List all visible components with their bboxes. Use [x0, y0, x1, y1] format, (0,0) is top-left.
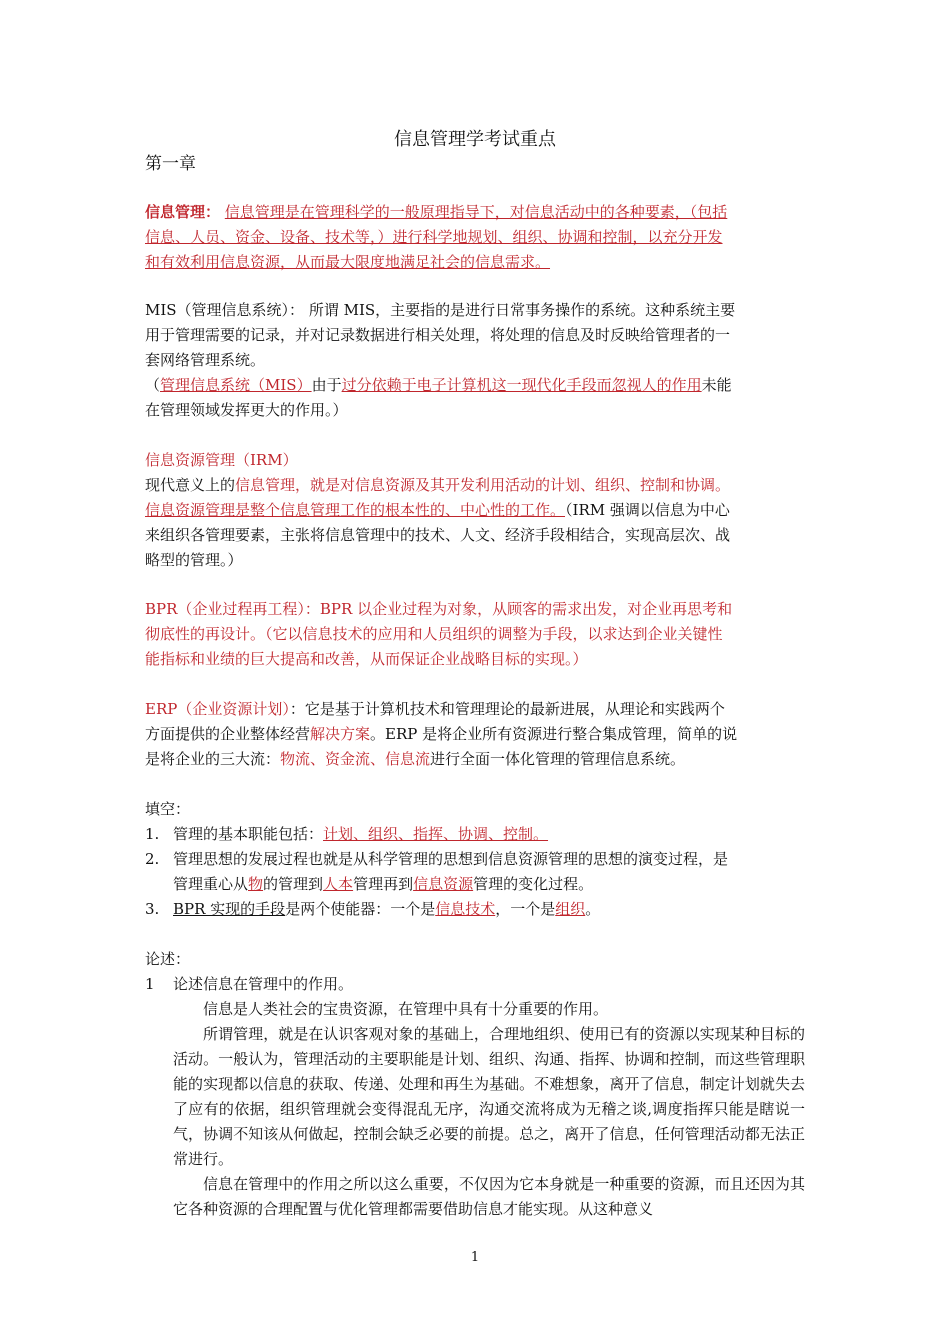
essay-section: 论述： 1 论述信息在管理中的作用。 信息是人类社会的宝贵资源，在管理中具有十分重要的作用。 所谓管理，就是在认识客观对象的基础上，合理地组织、使用已有的资源以实现某种目标的活动。一般认为，管理活动的主要职能是计划、组织、沟通、指挥、协调和控制，而这些管理职能的实现都以信息的获取、传递、处理和再生为基础。不难想象，离开了信息，制定计划就失去了应有的依据，组织管理就会变得混乱无序，沟通交流将成为无稽之谈,调度指挥只能是瞎说一气，协调不知该从何做起，控制会缺乏必要的前提。总之，离开了信息，任何管理活动都无法正常进行。 信息在管理中的作用之所以这么重要，不仅因为它本身就是一种重要的资源，而且还因为其它各种资源的合理配置与优化管理都需要借助信息才能实现。从这种意义 — [145, 947, 805, 1222]
fill-blank-section: 填空： 1. 管理的基本职能包括：计划、组织、指挥、协调、控制。 2. 管理思想的发展过程也就是从科学管理的思想到信息资源管理的思想的演变过程，是 管理重心从物的管理到人本管理再到信息资源管理的变化过程。 3. BPR 实现的手段是两个使能器：一个是信息技术，一个是组织。 — [145, 797, 805, 922]
irm-heading: 信息资源管理（IRM） — [145, 451, 298, 469]
irm-section: 信息资源管理（IRM） 现代意义上的信息管理，就是对信息资源及其开发利用活动的计划、组织、控制和协调。 信息资源管理是整个信息管理工作的根本性的、中心性的工作。（IRM 强调以信息为中心 来组织各管理要素，主张将信息管理中的技术、人文、经济手段相结合，实现高层次、战 略型的管理。） — [145, 448, 805, 573]
fill-item-1: 1. 管理的基本职能包括：计划、组织、指挥、协调、控制。 — [145, 825, 549, 843]
page-number: 1 — [470, 1250, 480, 1265]
fill-item-2: 2. 管理思想的发展过程也就是从科学管理的思想到信息资源管理的思想的演变过程，是 — [145, 850, 729, 868]
fill-heading: 填空： — [145, 800, 191, 818]
erp-section: ERP（企业资源计划）：它是基于计算机技术和管理理论的最新进展，从理论和实践两个 方面提供的企业整体经营解决方案。ERP 是将企业所有资源进行整合集成管理，简单的说 是将企业的三大流：物流、资金流、信息流进行全面一体化管理的管理信息系统。 — [145, 700, 738, 768]
fill-item-3: 3. BPR 实现的手段是两个使能器：一个是信息技术，一个是组织。 — [145, 900, 601, 918]
essay-heading: 论述： — [145, 950, 191, 968]
chapter-heading: 第一章 — [145, 154, 196, 174]
essay-question-1: 1 论述信息在管理中的作用。 — [145, 975, 354, 993]
im-label: 信息管理： — [145, 203, 221, 221]
mis-section: MIS（管理信息系统）： 所谓 MIS，主要指的是进行日常事务操作的系统。这种系统主要 用于管理需要的记录，并对记录数据进行相关处理，将处理的信息及时反映给管理者的一 套网络管理系统。 （管理信息系统（MIS）由于过分依赖于电子计算机这一现代化手段而忽视人的作用未能 在管理领域发挥更大的作用。） — [145, 301, 736, 419]
page-title: 信息管理学考试重点 — [394, 129, 556, 150]
im-definition: 信息管理： 信息管理是在管理科学的一般原理指导下，对信息活动中的各种要素，（包括 信息、人员、资金、设备、技术等，）进行科学地规划、组织、协调和控制，以充分开发 和有效利用信息资源，从而最大限度地满足社会的信息需求。 — [145, 203, 728, 271]
bpr-section: BPR（企业过程再工程）：BPR 以企业过程为对象，从顾客的需求出发，对企业再思考和 彻底性的再设计。（它以信息技术的应用和人员组织的调整为手段，以求达到企业关键性 能指标和业绩的巨大提高和改善，从而保证企业战略目标的实现。） — [145, 600, 733, 668]
